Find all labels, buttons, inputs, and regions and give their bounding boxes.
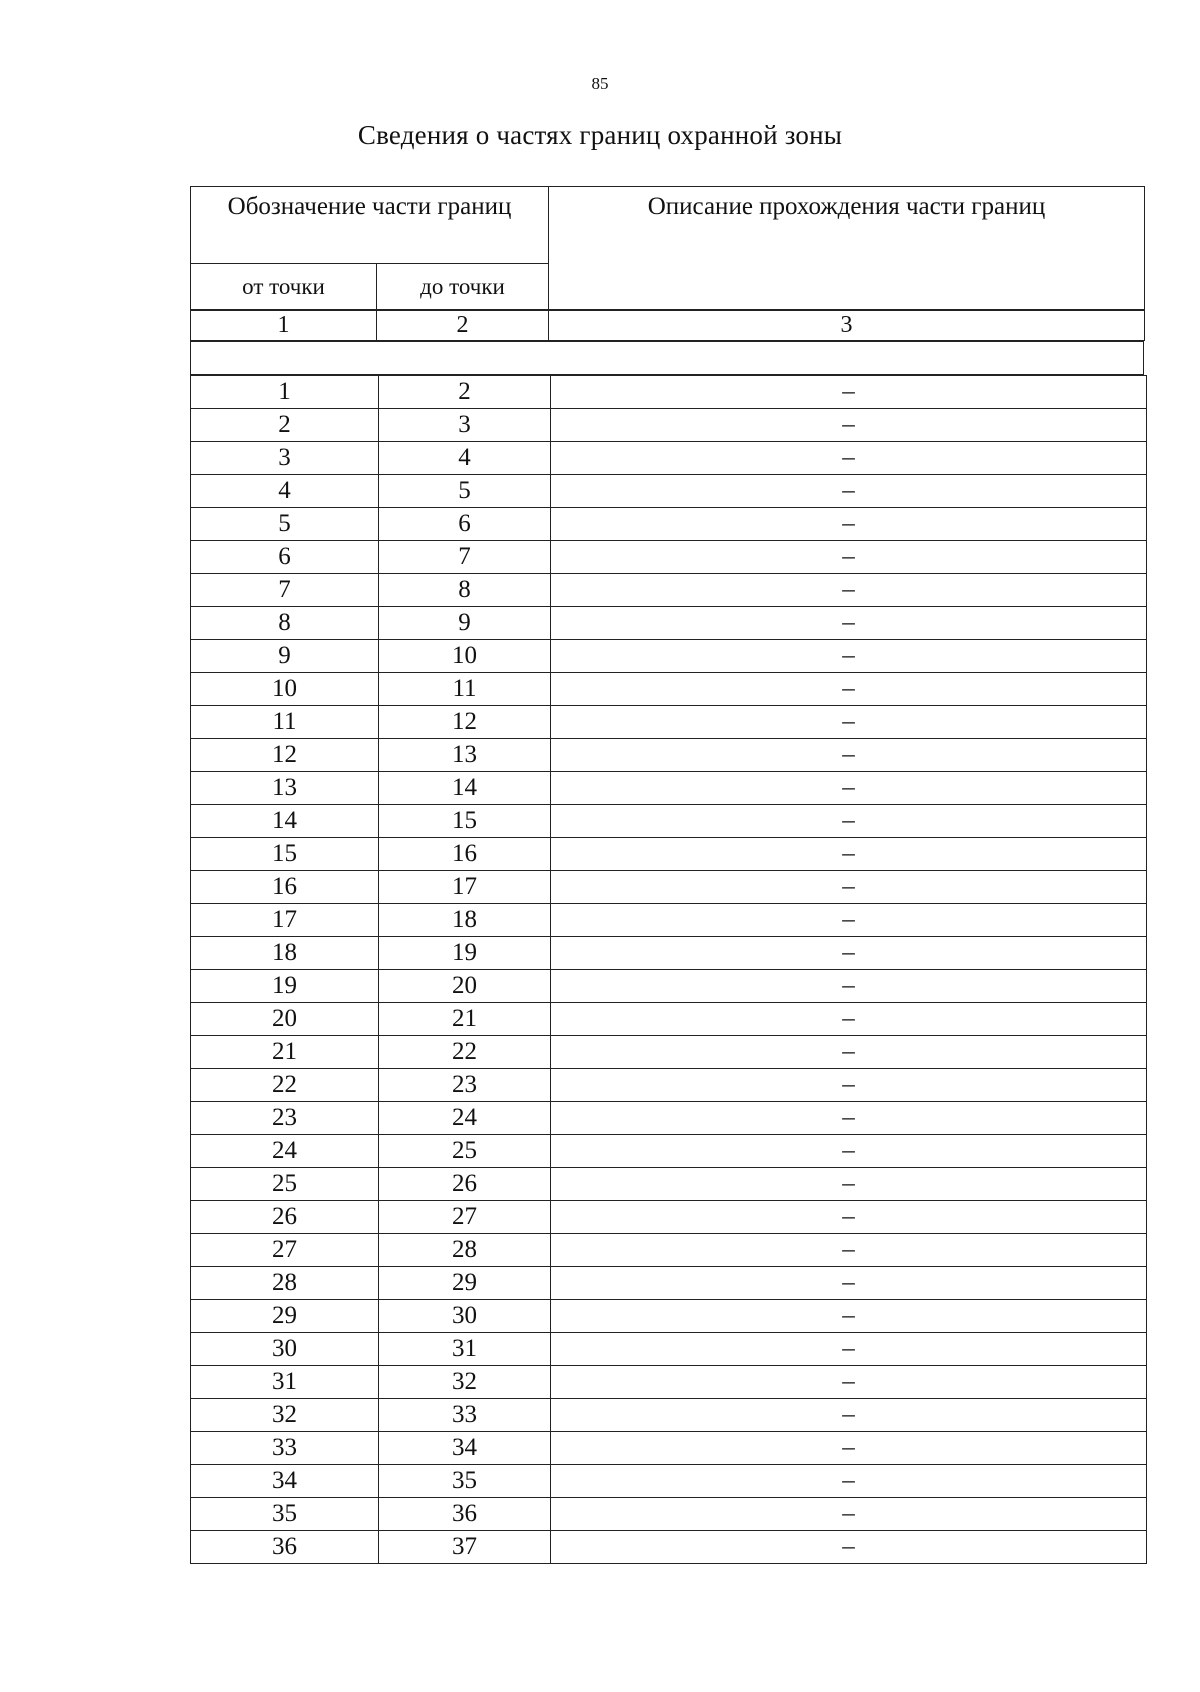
description-cell: – — [551, 541, 1147, 574]
to-point-cell: 3 — [379, 409, 551, 442]
from-point-cell: 21 — [191, 1036, 379, 1069]
description-cell: – — [551, 1168, 1147, 1201]
description-cell: – — [551, 1234, 1147, 1267]
to-point-cell: 4 — [379, 442, 551, 475]
from-point-cell: 17 — [191, 904, 379, 937]
description-cell: – — [551, 1201, 1147, 1234]
description-cell: – — [551, 475, 1147, 508]
to-point-cell: 36 — [379, 1498, 551, 1531]
to-point-cell: 14 — [379, 772, 551, 805]
to-point-cell: 21 — [379, 1003, 551, 1036]
from-point-cell: 9 — [191, 640, 379, 673]
table-row — [191, 772, 1147, 805]
to-point-cell: 17 — [379, 871, 551, 904]
to-point-cell: 31 — [379, 1333, 551, 1366]
description-cell: – — [551, 442, 1147, 475]
description-cell: – — [551, 1333, 1147, 1366]
to-point-cell: 28 — [379, 1234, 551, 1267]
to-point-cell: 34 — [379, 1432, 551, 1465]
to-point-cell: 37 — [379, 1531, 551, 1564]
description-cell: – — [551, 739, 1147, 772]
to-point-cell: 16 — [379, 838, 551, 871]
to-point-cell: 10 — [379, 640, 551, 673]
to-point-cell: 6 — [379, 508, 551, 541]
table-row — [191, 409, 1147, 442]
description-cell: – — [551, 1036, 1147, 1069]
from-point-cell: 19 — [191, 970, 379, 1003]
description-cell: – — [551, 1003, 1147, 1036]
description-cell: – — [551, 772, 1147, 805]
from-point-cell: 6 — [191, 541, 379, 574]
from-point-cell: 36 — [191, 1531, 379, 1564]
from-point-cell: 30 — [191, 1333, 379, 1366]
from-point-cell: 23 — [191, 1102, 379, 1135]
table-row — [191, 1234, 1147, 1267]
to-point-cell: 11 — [379, 673, 551, 706]
from-point-cell: 12 — [191, 739, 379, 772]
from-point-cell: 2 — [191, 409, 379, 442]
from-point-cell: 7 — [191, 574, 379, 607]
to-point-cell: 29 — [379, 1267, 551, 1300]
description-cell: – — [551, 1069, 1147, 1102]
table-row — [191, 1399, 1147, 1432]
to-point-cell: 32 — [379, 1366, 551, 1399]
description-cell: – — [551, 1498, 1147, 1531]
table-row — [191, 1300, 1147, 1333]
to-point-cell: 33 — [379, 1399, 551, 1432]
description-cell: – — [551, 409, 1147, 442]
from-point-cell: 25 — [191, 1168, 379, 1201]
from-point-cell: 8 — [191, 607, 379, 640]
to-point-cell: 18 — [379, 904, 551, 937]
to-point-cell: 13 — [379, 739, 551, 772]
to-point-cell: 2 — [379, 376, 551, 409]
from-point-cell: 18 — [191, 937, 379, 970]
to-point-cell: 25 — [379, 1135, 551, 1168]
table-row — [191, 574, 1147, 607]
from-point-cell: 24 — [191, 1135, 379, 1168]
from-point-cell: 3 — [191, 442, 379, 475]
to-point-cell: 12 — [379, 706, 551, 739]
to-point-cell: 24 — [379, 1102, 551, 1135]
from-point-cell: 29 — [191, 1300, 379, 1333]
table-row — [191, 1135, 1147, 1168]
description-cell: – — [551, 937, 1147, 970]
table-row — [191, 970, 1147, 1003]
header-boundary-designation: Обозначение части границ — [191, 187, 549, 264]
table-header — [190, 186, 1145, 311]
header-from-point: от точки — [191, 264, 377, 311]
to-point-cell: 5 — [379, 475, 551, 508]
document-title: Сведения о частях границ охранной зоны — [357, 120, 843, 150]
table-row — [191, 937, 1147, 970]
from-point-cell: 31 — [191, 1366, 379, 1399]
table-row — [191, 1201, 1147, 1234]
to-point-cell: 22 — [379, 1036, 551, 1069]
table-row — [191, 1366, 1147, 1399]
from-point-cell: 13 — [191, 772, 379, 805]
from-point-cell: 27 — [191, 1234, 379, 1267]
description-cell: – — [551, 805, 1147, 838]
table-body — [191, 376, 1147, 1564]
table-row — [191, 1432, 1147, 1465]
table-row — [191, 376, 1147, 409]
page-number: 85 — [591, 74, 609, 93]
from-point-cell: 26 — [191, 1201, 379, 1234]
table-row — [191, 1465, 1147, 1498]
from-point-cell: 14 — [191, 805, 379, 838]
to-point-cell: 26 — [379, 1168, 551, 1201]
table-row — [191, 1498, 1147, 1531]
table-row — [191, 1069, 1147, 1102]
table-row — [191, 1036, 1147, 1069]
description-cell: – — [551, 673, 1147, 706]
table-row — [191, 1267, 1147, 1300]
description-cell: – — [551, 640, 1147, 673]
table-row — [191, 1102, 1147, 1135]
header-to-point: до точки — [377, 264, 549, 311]
description-cell: – — [551, 1300, 1147, 1333]
boundary-parts-table — [190, 375, 1147, 1564]
table-row — [191, 607, 1147, 640]
table-row — [191, 838, 1147, 871]
from-point-cell: 32 — [191, 1399, 379, 1432]
to-point-cell: 23 — [379, 1069, 551, 1102]
table-row — [191, 1168, 1147, 1201]
from-point-cell: 35 — [191, 1498, 379, 1531]
table-row — [191, 541, 1147, 574]
from-point-cell: 4 — [191, 475, 379, 508]
description-cell: – — [551, 1531, 1147, 1564]
to-point-cell: 20 — [379, 970, 551, 1003]
empty-section-row — [190, 341, 1144, 375]
description-cell: – — [551, 1399, 1147, 1432]
from-point-cell: 16 — [191, 871, 379, 904]
description-cell: – — [551, 376, 1147, 409]
table-row — [191, 1003, 1147, 1036]
from-point-cell: 33 — [191, 1432, 379, 1465]
description-cell: – — [551, 508, 1147, 541]
from-point-cell: 10 — [191, 673, 379, 706]
from-point-cell: 1 — [191, 376, 379, 409]
to-point-cell: 8 — [379, 574, 551, 607]
from-point-cell: 15 — [191, 838, 379, 871]
empty-cell — [191, 342, 1144, 375]
from-point-cell: 20 — [191, 1003, 379, 1036]
table-row — [191, 508, 1147, 541]
description-cell: – — [551, 574, 1147, 607]
table-row — [191, 706, 1147, 739]
table-row — [191, 1531, 1147, 1564]
table-row — [191, 1333, 1147, 1366]
to-point-cell: 35 — [379, 1465, 551, 1498]
description-cell: – — [551, 1366, 1147, 1399]
table-row — [191, 739, 1147, 772]
description-cell: – — [551, 970, 1147, 1003]
table-row — [191, 904, 1147, 937]
to-point-cell: 27 — [379, 1201, 551, 1234]
from-point-cell: 5 — [191, 508, 379, 541]
column-number: 1 — [191, 310, 377, 341]
from-point-cell: 11 — [191, 706, 379, 739]
description-cell: – — [551, 706, 1147, 739]
column-number: 2 — [377, 310, 549, 341]
description-cell: – — [551, 1102, 1147, 1135]
table-row — [191, 805, 1147, 838]
column-number: 3 — [549, 310, 1145, 341]
to-point-cell: 30 — [379, 1300, 551, 1333]
table-row — [191, 475, 1147, 508]
from-point-cell: 34 — [191, 1465, 379, 1498]
from-point-cell: 28 — [191, 1267, 379, 1300]
from-point-cell: 22 — [191, 1069, 379, 1102]
header-boundary-description: Описание прохождения части границ — [549, 187, 1145, 311]
to-point-cell: 15 — [379, 805, 551, 838]
table-row — [191, 640, 1147, 673]
description-cell: – — [551, 1432, 1147, 1465]
description-cell: – — [551, 1465, 1147, 1498]
table-row — [191, 871, 1147, 904]
description-cell: – — [551, 1267, 1147, 1300]
to-point-cell: 19 — [379, 937, 551, 970]
description-cell: – — [551, 1135, 1147, 1168]
description-cell: – — [551, 871, 1147, 904]
to-point-cell: 7 — [379, 541, 551, 574]
description-cell: – — [551, 607, 1147, 640]
description-cell: – — [551, 838, 1147, 871]
description-cell: – — [551, 904, 1147, 937]
to-point-cell: 9 — [379, 607, 551, 640]
table-row — [191, 442, 1147, 475]
table-row — [191, 673, 1147, 706]
column-numbers-row — [190, 309, 1145, 341]
